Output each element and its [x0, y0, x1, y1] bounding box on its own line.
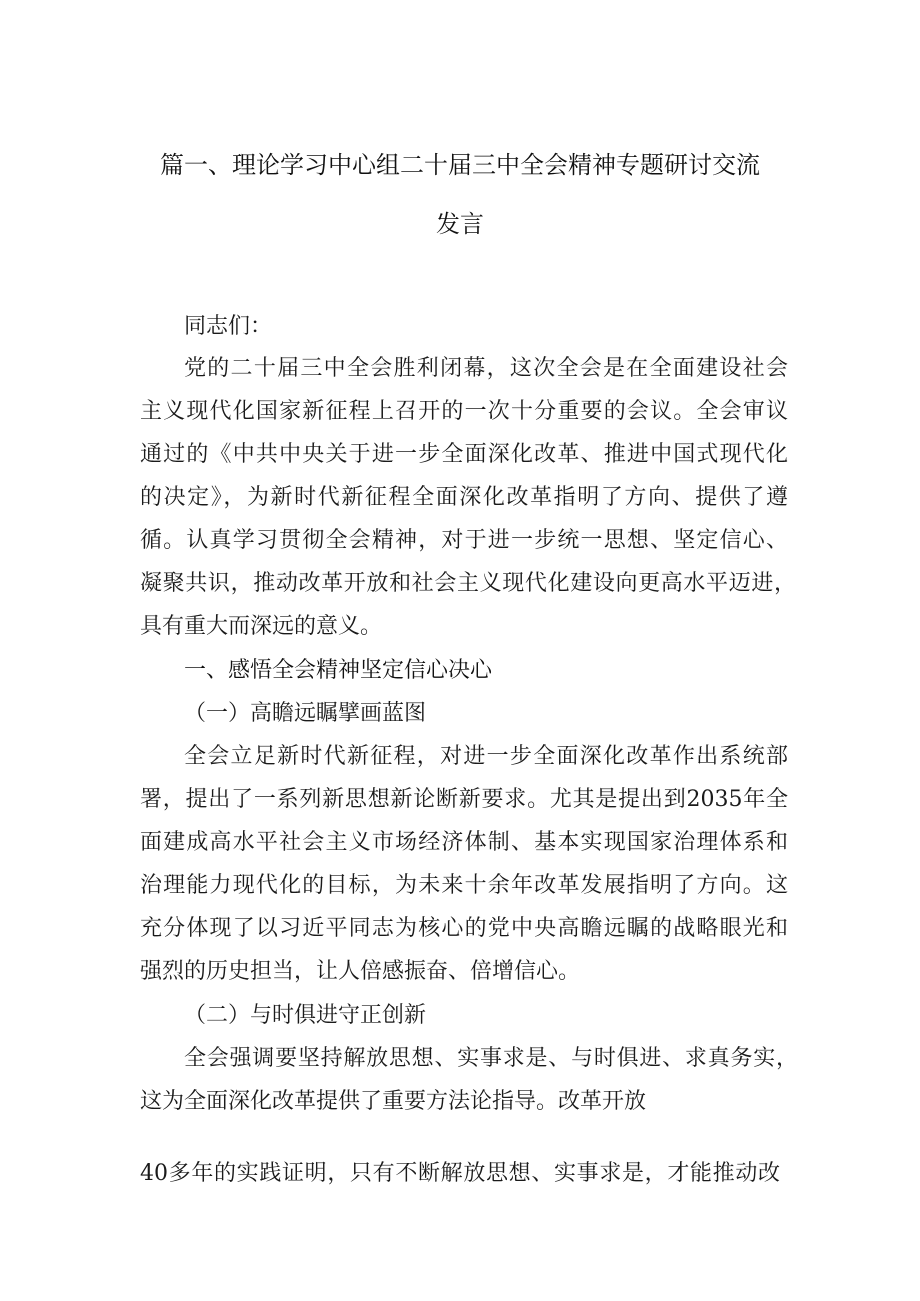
subsection-heading-1-2: （二）与时俱进守正创新 [184, 1003, 427, 1028]
document-title-line2: 发言 [436, 210, 484, 238]
paragraph-2-line-1: 全会立足新时代新征程，对进一步全面深化改革作出系统部 [184, 744, 788, 769]
paragraph-2-line-3: 面建成高水平社会主义市场经济体制、基本实现国家治理体系和 [140, 830, 788, 855]
paragraph-1-line-3: 通过的《中共中央关于进一步全面深化改革、推进中国式现代化 [140, 442, 788, 467]
paragraph-2-line-2: 署，提出了一系列新思想新论断新要求。尤其是提出到2035年全 [140, 787, 788, 812]
paragraph-3-line-1: 全会强调要坚持解放思想、实事求是、与时俱进、求真务实， [184, 1046, 798, 1071]
paragraph-3-line-2: 这为全面深化改革提供了重要方法论指导。改革开放 [140, 1089, 647, 1114]
paragraph-1-line-1: 党的二十届三中全会胜利闭幕，这次全会是在全面建设社会 [184, 356, 788, 381]
section-heading-1: 一、感悟全会精神坚定信心决心 [184, 658, 493, 683]
paragraph-2-line-4: 治理能力现代化的目标，为未来十余年改革发展指明了方向。这 [140, 873, 788, 898]
salutation: 同志们： [184, 314, 273, 339]
subsection-heading-1-1: （一）高瞻远瞩擘画蓝图 [184, 701, 427, 726]
paragraph-1-line-2: 主义现代化国家新征程上召开的一次十分重要的会议。全会审议 [140, 399, 788, 424]
paragraph-1-line-6: 凝聚共识，推动改革开放和社会主义现代化建设向更高水平迈进， [140, 571, 796, 596]
paragraph-1-line-7: 具有重大而深远的意义。 [140, 614, 383, 639]
paragraph-1-line-5: 循。认真学习贯彻全会精神，对于进一步统一思想、坚定信心、 [140, 528, 788, 553]
paragraph-2-line-5: 充分体现了以习近平同志为核心的党中央高瞻远瞩的战略眼光和 [140, 916, 788, 941]
paragraph-2-line-6: 强烈的历史担当，让人倍感振奋、倍增信心。 [140, 959, 581, 984]
document-title-line1: 篇一、理论学习中心组二十届三中全会精神专题研讨交流 [160, 151, 760, 179]
paragraph-1-line-4: 的决定》，为新时代新征程全面深化改革指明了方向、提供了遵 [140, 485, 788, 510]
paragraph-4-line-1: 40多年的实践证明，只有不断解放思想、实事求是，才能推动改 [140, 1161, 780, 1186]
